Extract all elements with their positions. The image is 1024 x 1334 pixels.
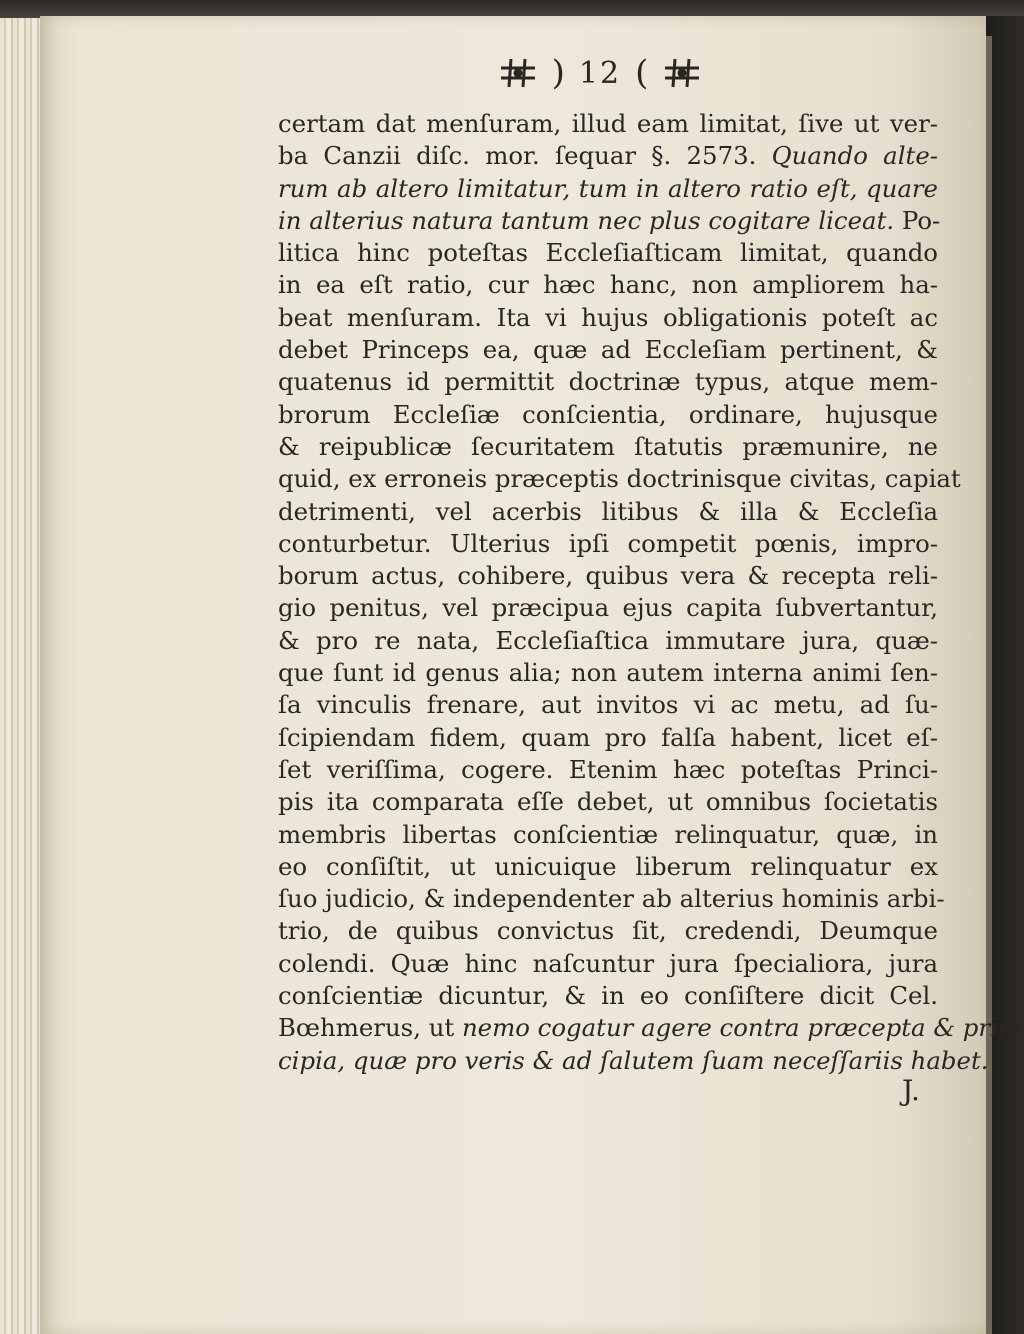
- text-line: [278, 173, 938, 205]
- hash-ornament-icon: [662, 56, 702, 90]
- text-segment: ſet veriſſima, cogere. Etenim hæc poteſtas Princi-: [278, 754, 938, 784]
- text-line: [278, 915, 938, 947]
- text-line: [278, 108, 938, 140]
- text-line: [278, 689, 938, 721]
- text-line: [278, 205, 941, 237]
- catchword: J.: [902, 1074, 920, 1107]
- text-line: [278, 140, 938, 172]
- text-segment: brorum Eccleſiæ conſcientia, ordinare, hujusque: [278, 399, 938, 429]
- text-line: [278, 302, 938, 334]
- text-line: [278, 786, 938, 818]
- hash-ornament-icon: [498, 56, 538, 90]
- body-text: [278, 108, 1022, 1077]
- text-segment: & pro re nata, Eccleſiaſtica immutare jura, quæ-: [278, 625, 938, 655]
- text-segment: certam dat menſuram, illud eam limitat, ſive ut ver-: [278, 109, 938, 138]
- text-line: [278, 851, 938, 883]
- text-segment: litica hinc poteſtas Eccleſiaſticam limitat, quando: [278, 238, 938, 268]
- italic-segment: Quando alte-: [771, 141, 938, 171]
- text-segment: trio, de quibus convictus ſit, credendi, Deumque: [278, 916, 938, 946]
- text-segment: conſcientiæ dicuntur, & in eo conſiſtere dicit Cel.: [278, 981, 938, 1011]
- text-line: [278, 269, 938, 301]
- text-segment: detrimenti, vel acerbis litibus & illa & Eccleſia: [278, 496, 938, 526]
- text-segment: Po-: [894, 205, 941, 235]
- text-segment: ſcipiendam fidem, quam pro falſa habent, licet eſ-: [278, 722, 938, 752]
- page-edge: [986, 36, 992, 1334]
- text-segment: quatenus id permittit doctrinæ typus, atque mem-: [278, 367, 938, 397]
- text-line: [278, 366, 938, 398]
- text-line: [278, 334, 938, 366]
- text-line: [278, 237, 938, 269]
- text-line: [278, 1045, 989, 1077]
- header-paren-right: (: [635, 53, 649, 93]
- text-segment: conturbetur. Ulterius ipſi competit pœnis, impro-: [278, 528, 938, 558]
- text-line: [278, 1012, 1022, 1044]
- running-header: [440, 48, 760, 98]
- text-segment: in ea eſt ratio, cur hæc hanc, non ampliorem ha-: [278, 270, 938, 300]
- text-segment: debet Princeps ea, quæ ad Eccleſiam pertinent, &: [278, 335, 938, 365]
- text-segment: ſuo judicio, & independenter ab alterius hominis arbi-: [278, 884, 945, 914]
- text-segment: quid, ex erroneis præceptis doctrinisque civitas, capiat: [278, 464, 961, 494]
- text-segment: eo conſiſtit, ut unicuique liberum relinquatur ex: [278, 851, 938, 881]
- italic-segment: cipia, quæ pro veris & ad ſalutem ſuam neceſſariis habet.: [278, 1045, 989, 1075]
- text-line: [278, 560, 938, 592]
- text-segment: que ſunt id genus alia; non autem interna animi ſen-: [278, 658, 938, 688]
- text-segment: Bœhmerus, ut: [278, 1013, 462, 1043]
- text-line: [278, 819, 938, 851]
- text-segment: pis ita comparata eſſe debet, ut omnibus ſocietatis: [278, 787, 938, 817]
- text-line: [278, 722, 938, 754]
- text-segment: gio penitus, vel præcipua ejus capita ſubvertantur,: [278, 593, 938, 623]
- text-segment: ſa vinculis frenare, aut invitos vi ac metu, ad ſu-: [278, 690, 938, 720]
- text-segment: ba Canzii diſc. mor. ſequar §. 2573.: [278, 141, 772, 171]
- text-line: [278, 754, 938, 786]
- text-line: [278, 980, 938, 1012]
- text-line: [278, 496, 938, 528]
- text-line: [278, 399, 938, 431]
- italic-segment: nemo cogatur agere contra præcepta & prin-: [461, 1013, 1022, 1043]
- text-line: [278, 431, 938, 463]
- text-line: [278, 625, 938, 657]
- text-line: [278, 463, 961, 495]
- text-line: [278, 657, 938, 689]
- text-segment: membris libertas conſcientiæ relinquatur, quæ, in: [278, 819, 938, 849]
- italic-segment: rum ab altero limitatur, tum in altero ratio eſt, quare: [278, 173, 938, 203]
- text-segment: beat menſuram. Ita vi hujus obligationis poteſt ac: [278, 302, 938, 332]
- text-segment: colendi. Quæ hinc naſcuntur jura ſpecialiora, jura: [278, 948, 938, 978]
- text-line: [278, 592, 938, 624]
- header-paren-left: ): [551, 53, 565, 93]
- text-segment: borum actus, cohibere, quibus vera & recepta reli-: [278, 561, 938, 591]
- page-number: 12: [578, 55, 622, 91]
- text-segment: & reipublicæ ſecuritatem ſtatutis præmunire, ne: [278, 431, 938, 461]
- italic-segment: in alterius natura tantum nec plus cogitare liceat.: [278, 205, 895, 235]
- text-line: [278, 948, 938, 980]
- text-line: [278, 883, 945, 915]
- text-line: [278, 528, 938, 560]
- scan-background-right: [986, 16, 1024, 1334]
